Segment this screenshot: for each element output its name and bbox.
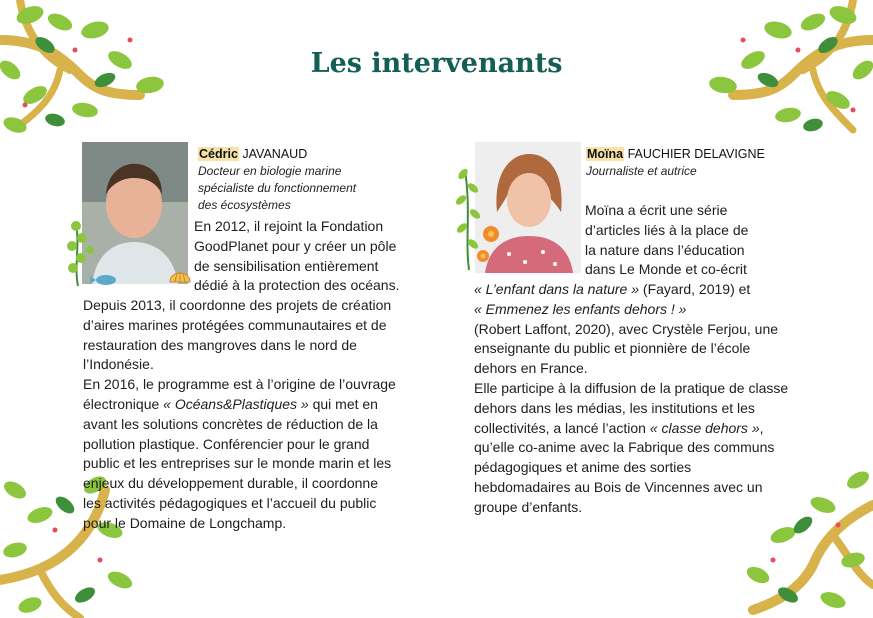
speaker-role-cedric: Docteur en biologie marine spécialiste du fonctionnement des écosystèmes (198, 164, 357, 212)
speaker-bio-moina: « L’enfant dans la nature » (Fayard, 2019) et « Emmenez les enfants dehors ! » (Robert Laffont, 2020), avec Crystèle Ferjou, une enseignante du public et pionnière de l’école dehors en France. Elle participe à la diffusion de la pratique de classe dehors dans les médias, les institutions et les collectivités, a lancé l’action « classe dehors », qu’elle co-anime avec la Fabrique des communs pédagogiques et anime des sorties hebdomadaires au Bois de Vincennes avec un groupe d’enfants. (474, 281, 789, 515)
plant-flower-icon (453, 160, 509, 272)
page-title: Les intervenants (310, 48, 563, 79)
speaker-name-cedric: Cédric JAVANAUD (199, 147, 308, 161)
seaweed-fish-icon (64, 216, 124, 288)
speaker-role-moina: Journaliste et autrice (586, 164, 697, 178)
shell-icon (168, 262, 192, 286)
speaker-name-moina: Moïna FAUCHIER DELAVIGNE (587, 147, 765, 161)
speaker-bio-wrap-cedric: En 2012, il rejoint la Fondation GoodPlanet pour y créer un pôle de sensibilisation entièrement dédié à la protection des océans. (194, 218, 400, 294)
speaker-bio-cedric: Depuis 2013, il coordonne des projets de création d’aires marines protégées communautaires et de restauration des mangroves dans le nord de l’Indonésie. En 2016, le programme est à l’origine de l’ouvrage électronique « Océans&Plastiques » qui met en avant les solutions concrètes de réduction de la pollution plastique. Conférencier pour le grand public et les entreprises sur le monde marin et les enjeux du développement durable, il coordonne les activités pédagogiques et l’accueil du public pour le Domaine de Longchamp. (83, 297, 396, 531)
speaker-bio-wrap-moina: Moïna a écrit une série d’articles liés à la place de la nature dans l’éducation dans Le Monde et co-écrit (585, 202, 749, 278)
